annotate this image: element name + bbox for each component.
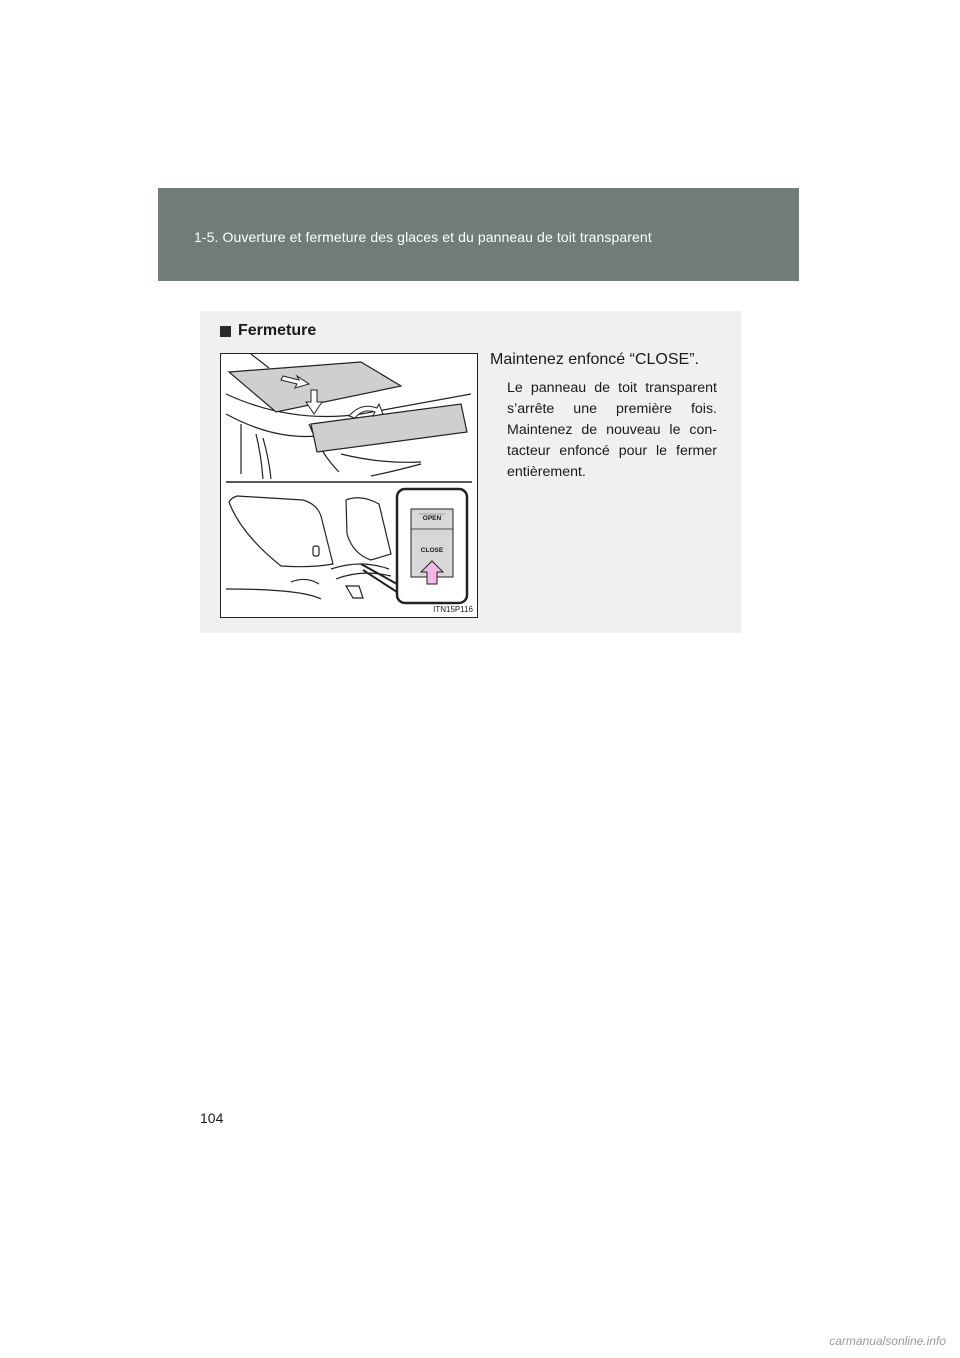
sunroof-close-illustration <box>220 353 478 618</box>
sunroof-diagram <box>221 354 477 617</box>
square-bullet-icon <box>220 326 231 337</box>
switch-close-label: CLOSE <box>420 547 444 554</box>
content-panel <box>200 311 741 633</box>
section-heading-text: Fermeture <box>238 322 317 339</box>
chapter-header <box>158 188 799 281</box>
chapter-title: 1-5. Ouverture et fermeture des glaces et du panneau de toit transparent <box>194 229 652 245</box>
section-heading <box>220 322 316 340</box>
figure-code: ITN15P116 <box>433 605 473 614</box>
instruction-text: Maintenez enfoncé “CLOSE”. <box>490 351 699 368</box>
watermark: carmanualsonline.info <box>829 1334 946 1348</box>
switch-open-label: OPEN <box>422 515 442 522</box>
shade-panel <box>311 404 467 452</box>
description-text: Le panneau de toit transparent s’arrête une première fois. Maintenez de nouveau le con-tacteur enfoncé pour le fermer entièrement. <box>507 380 717 480</box>
page-number: 104 <box>200 1110 224 1126</box>
